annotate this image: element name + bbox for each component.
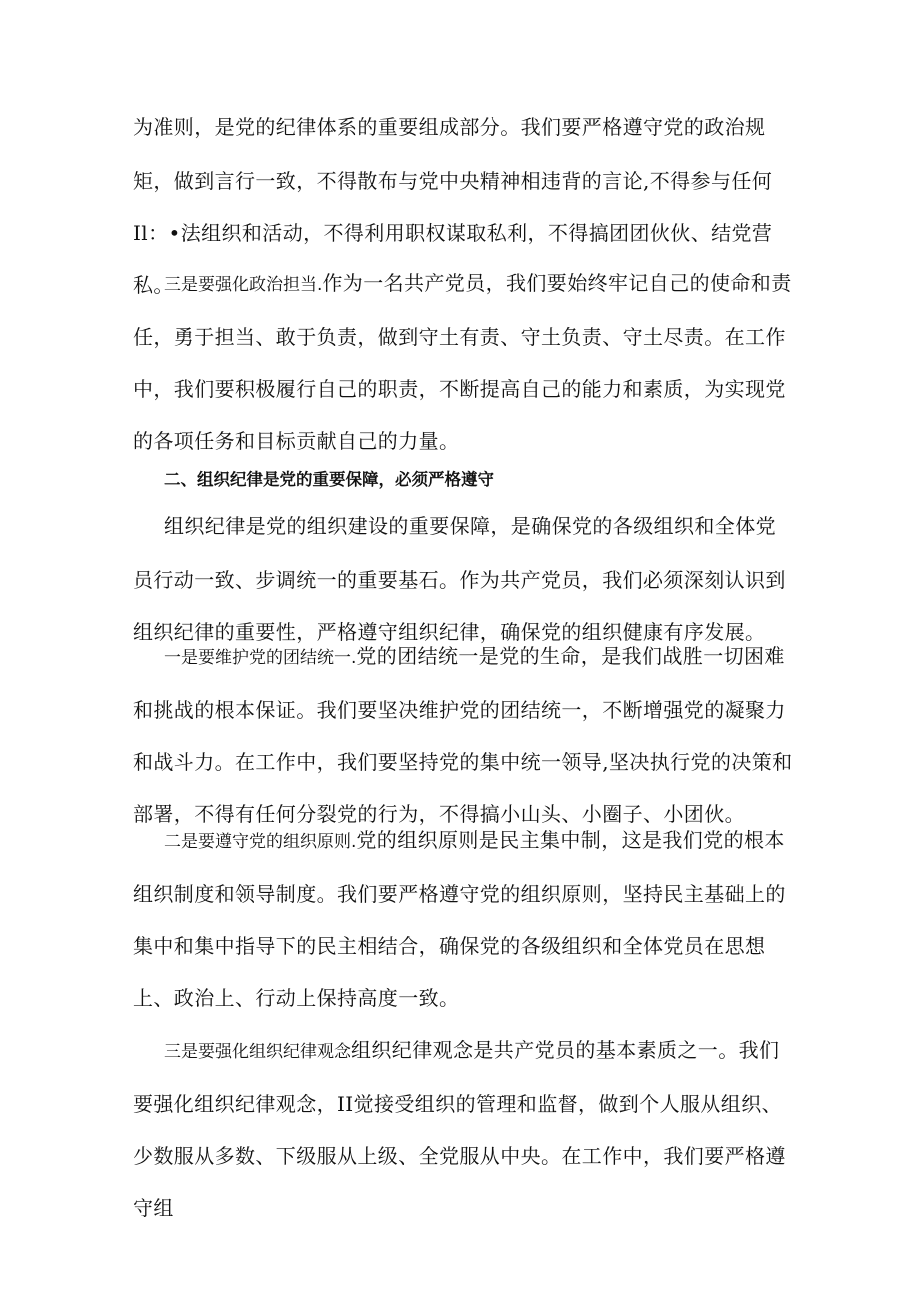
paragraph-political-responsibility	[133, 257, 793, 467]
paragraph-text: 组织纪律是党的组织建设的重要保障，是确保党的各级组织和全体党员行动一致、步调统一的重要基石。作为共产党员，我们必须深刻认识到组织纪律的重要性，严格遵守组织纪律，确保党的组织健康有序发展。	[133, 514, 786, 644]
paragraph-text: 作为一名共产党员，我们要始终牢记自己的使命和责任，勇于担当、敢于负责，做到守土有责、守土负责、守土尽责。在工作中，我们要积极履行自己的职责，不断提高自己的能力和素质，为实现党的各项任务和目标贡献自己的力量。	[133, 271, 792, 453]
paragraph-lead: 一是要维护党的团结统一.	[164, 648, 357, 668]
paragraph-text: 组织纪律观念是共产党员的基本素质之一。我们要强化组织纪律观念，ⅠI觉接受组织的管理和监督，做到个人服从组织、少数服从多数、下级服从上级、全党服从中央。在工作中，我们要严格遵守组	[133, 1038, 786, 1220]
paragraph-organizational-principles	[133, 814, 793, 1024]
paragraph-lead: 二是要遵守党的组织原则.	[164, 832, 357, 852]
paragraph-text: 为准则，是党的纪律体系的重要组成部分。我们要严格遵守党的政治规矩，做到言行一致，不得散布与党中央精神相违背的言论,不得参与任何Il：•法组织和活动，不得利用职权谋取私利，不得搞团团伙伙、结党营私。	[133, 115, 773, 297]
paragraph-lead: 三是要强化政治担当.	[164, 275, 323, 295]
paragraph-lead: 三是要强化组织纪律观念	[164, 1042, 351, 1062]
paragraph-discipline-awareness	[133, 1024, 793, 1234]
paragraph-text: 党的组织原则是民主集中制，这是我们党的根本组织制度和领导制度。我们要严格遵守党的组织原则，坚持民主基础上的集中和集中指导下的民主相结合，确保党的各级组织和全体党员在思想上、政治上、行动上保持高度一致。	[133, 828, 786, 1010]
paragraph-text: 党的团结统一是党的生命，是我们战胜一切困难和挑战的根本保证。我们要坚决维护党的团结统一，不断增强党的凝聚力和战斗力。在工作中，我们要坚持党的集中统一领导,坚决执行党的决策和部署，不得有任何分裂党的行为，不得搞小山头、小圈子、小团伙。	[133, 644, 793, 826]
section-heading: 二、组织纪律是党的重要保障，必须严格遵守	[164, 470, 494, 489]
paragraph-party-unity	[133, 630, 793, 840]
